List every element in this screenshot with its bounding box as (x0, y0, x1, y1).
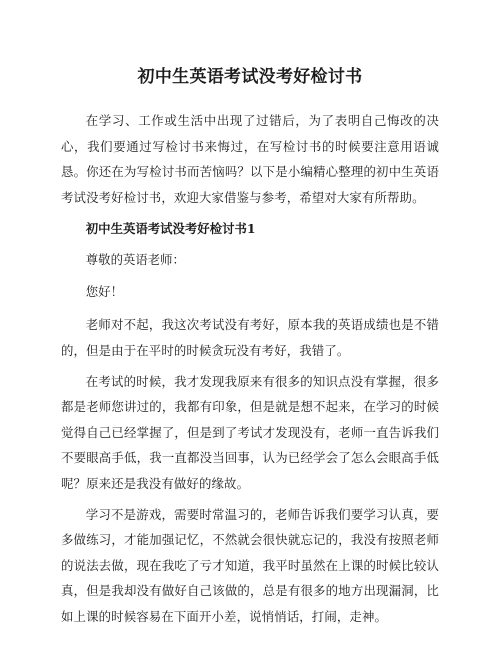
section-heading: 初中生英语考试没考好检讨书1 (85, 221, 256, 237)
greeting-line: 尊敬的英语老师： (85, 252, 185, 268)
intro-paragraph: 在学习、工作或生活中出现了过错后，为了表明自己悔改的决心，我们要通过写检讨书来悔过，在写检讨书的时候要注意用语诚恳。你还在为写检讨书而苦恼吗？以下是小编精心整理的初中生英语考试没考好检讨书，欢迎大家借鉴与参考，希望对大家有所帮助。 (61, 113, 439, 205)
body-paragraph-3: 学习不是游戏，需要时常温习的，老师告诉我们要学习认真，要多做练习，才能加强记忆，不然就会很快就忘记的，我没有按照老师的说法去做，现在我吃了亏才知道，我平时虽然在上课的时候比较认真，但是我却没有做好自己该做的，总是有很多的地方出现漏洞，比如上课的时候容易在下面开小差，说悄悄话，打闹，走神。 (61, 506, 439, 624)
hello-line: 您好！ (85, 284, 123, 300)
document-title: 初中生英语考试没考好检讨书 (137, 67, 363, 87)
body-paragraph-2: 在考试的时候，我才发现我原来有很多的知识点没有掌握，很多都是老师您讲过的，我都有印象，但是就是想不起来，在学习的时候觉得自己已经掌握了，但是到了考试才发现没有，老师一直告诉我们不要眼高手低，我一直都没当回事，认为已经学会了怎么会眼高手低呢？原来还是我没有做好的缘故。 (61, 373, 439, 491)
body-paragraph-1: 老师对不起，我这次考试没有考好，原本我的英语成绩也是不错的，但是由于在平时的时候贪玩没有考好，我错了。 (61, 317, 439, 358)
